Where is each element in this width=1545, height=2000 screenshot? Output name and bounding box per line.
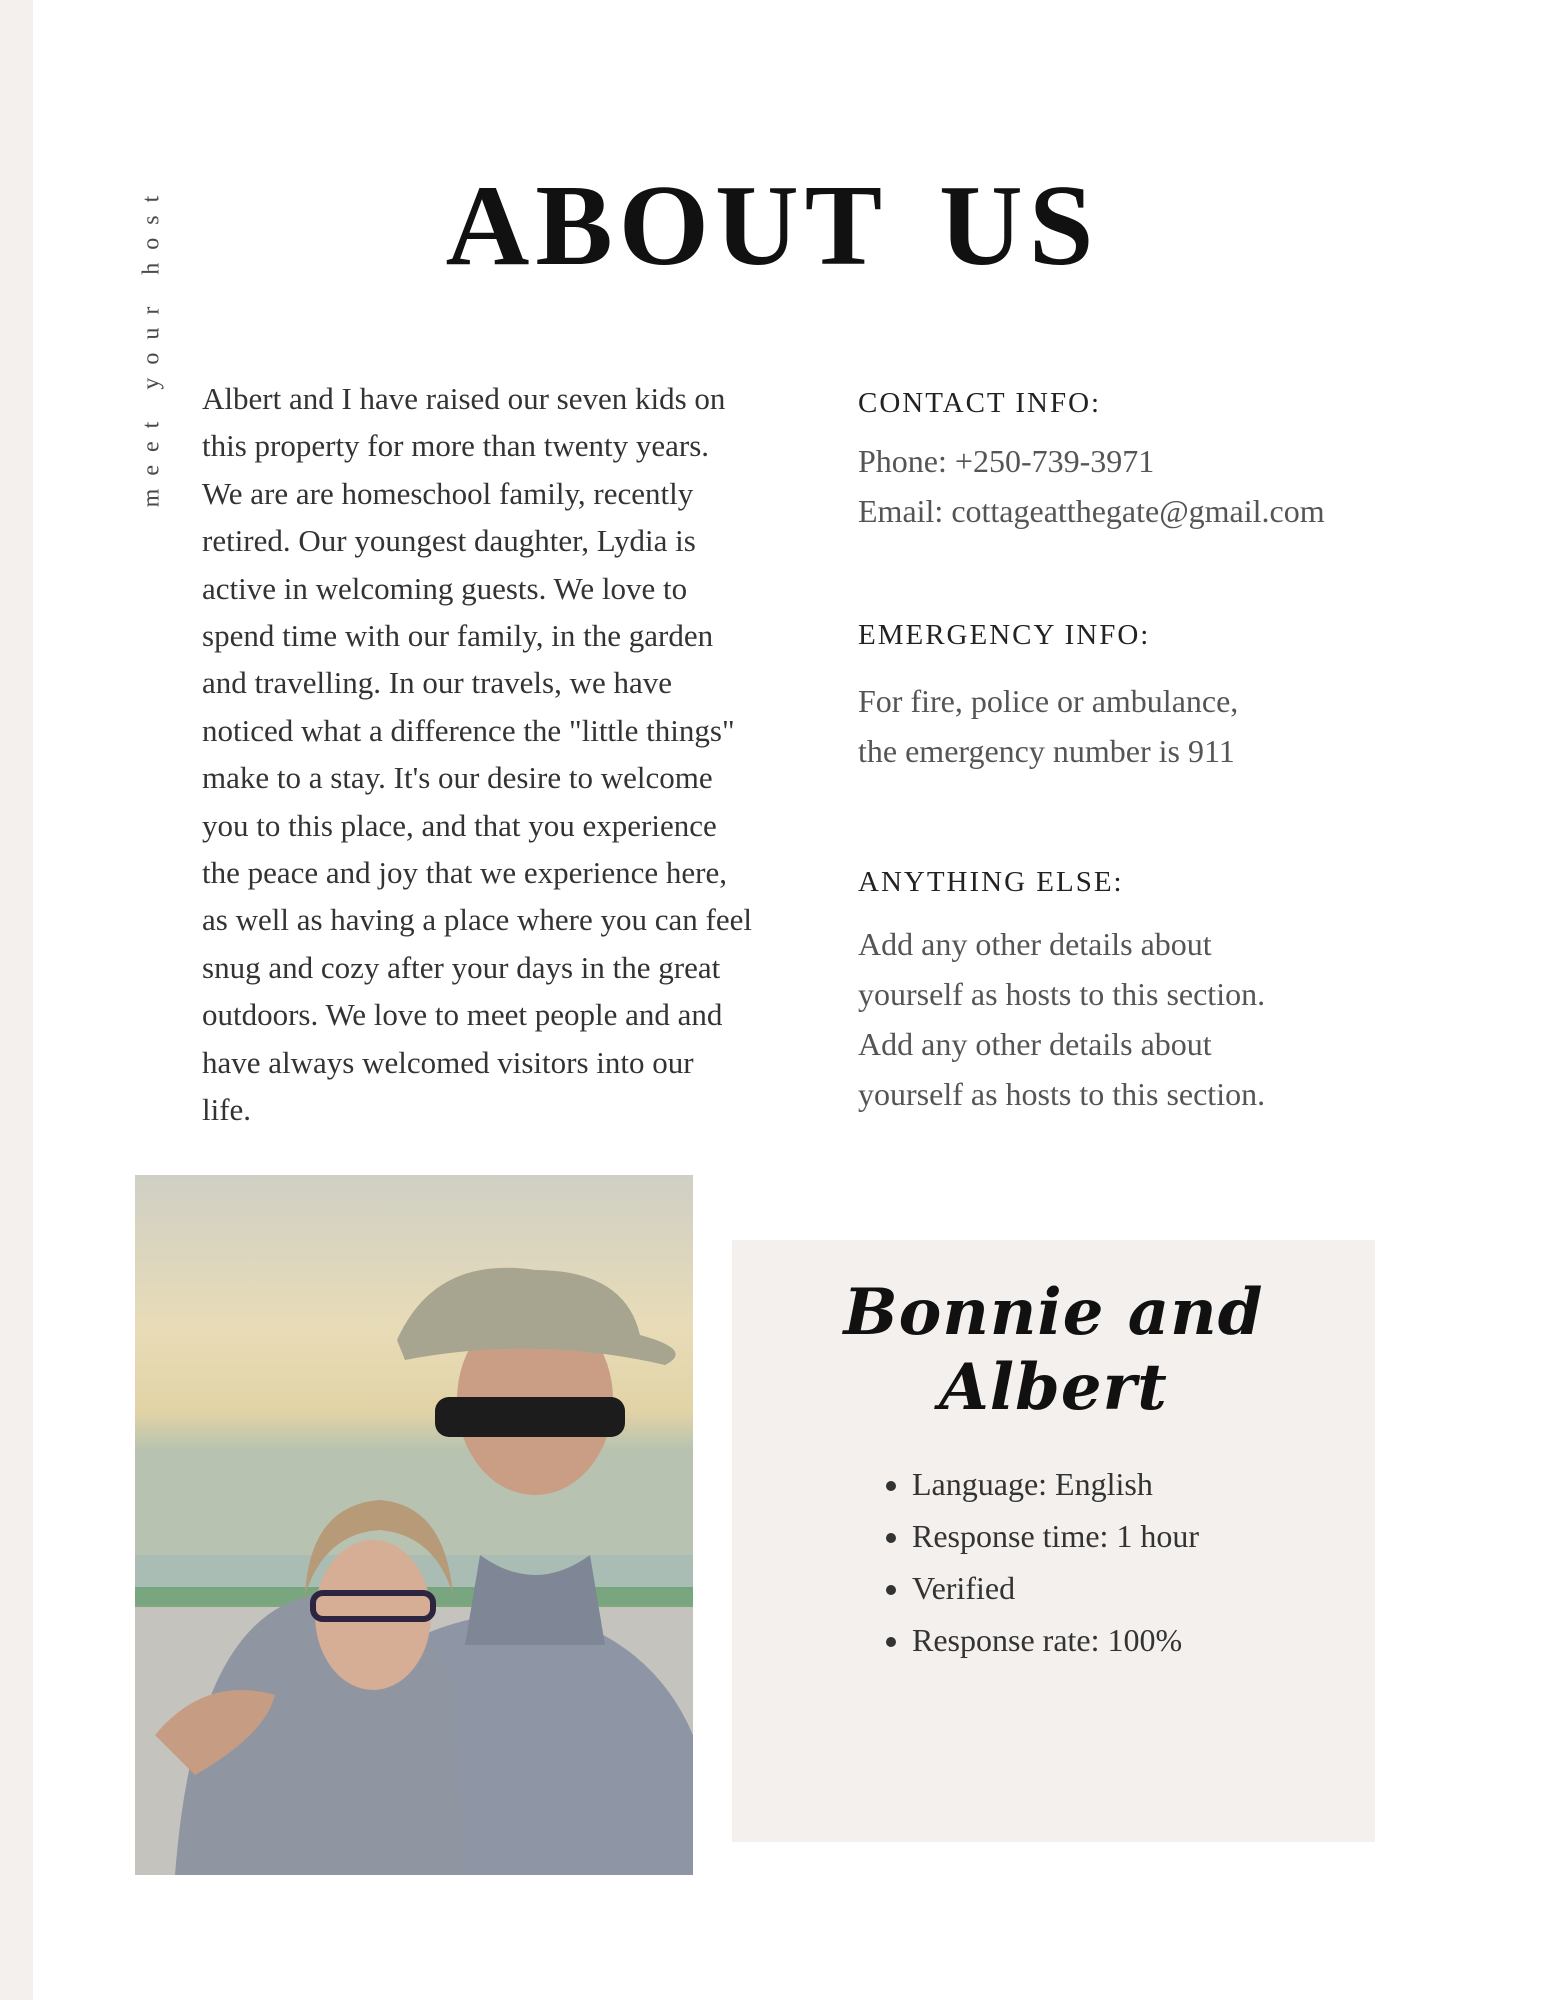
contact-phone: Phone: +250-739-3971 xyxy=(858,443,1155,479)
host-name: Bonnie and Albert xyxy=(843,1275,1264,1425)
bio-line: as well as having a place where you can feel xyxy=(202,902,752,938)
emergency-info-section xyxy=(858,619,1418,776)
emergency-line: the emergency number is 911 xyxy=(858,733,1235,769)
bio-line: have always welcomed visitors into our xyxy=(202,1044,694,1080)
bio-line: spend time with our family, in the garden xyxy=(202,618,714,654)
contact-email: Email: cottageatthegate@gmail.com xyxy=(858,493,1325,529)
host-photo-illustration xyxy=(135,1175,693,1875)
bio-line: noticed what a difference the "little things" xyxy=(202,712,735,748)
anything-else-line: Add any other details about xyxy=(858,1026,1212,1062)
bio-line: active in welcoming guests. We love to xyxy=(202,570,688,606)
contact-heading: CONTACT INFO: xyxy=(858,387,1102,419)
bio-line: Albert and I have raised our seven kids on xyxy=(202,381,726,416)
bio-line: retired. Our youngest daughter, Lydia is xyxy=(202,523,696,559)
anything-else-section xyxy=(858,866,1418,1119)
bio-line: the peace and joy that we experience here, xyxy=(202,855,727,891)
host-photo xyxy=(135,1175,693,1875)
side-label: meet your host xyxy=(138,182,165,508)
bio-line: We are are homeschool family, recently xyxy=(202,475,694,511)
anything-else-line: Add any other details about xyxy=(858,926,1212,962)
bio-line: and travelling. In our travels, we have xyxy=(202,665,672,701)
page-title: ABOUT US xyxy=(445,162,1100,290)
anything-else-heading: ANYTHING ELSE: xyxy=(858,866,1124,898)
bio-line: life. xyxy=(202,1092,252,1128)
bio-line: outdoors. We love to meet people and and xyxy=(202,997,723,1033)
emergency-line: For fire, police or ambulance, xyxy=(858,683,1239,719)
host-fact-response-rate: • Response rate: 100% xyxy=(912,1614,1199,1666)
left-margin-strip xyxy=(0,0,33,2000)
emergency-heading: EMERGENCY INFO: xyxy=(858,619,1151,651)
host-card xyxy=(732,1240,1375,1842)
host-facts-list xyxy=(880,1458,1199,1666)
anything-else-line: yourself as hosts to this section. xyxy=(858,1076,1266,1112)
contact-info-section xyxy=(858,387,1418,536)
bio-line: you to this place, and that you experience xyxy=(202,807,717,843)
host-fact-language: • Language: English xyxy=(912,1458,1199,1510)
host-fact-response-time: • Response time: 1 hour xyxy=(912,1510,1199,1562)
bio-paragraph xyxy=(202,375,802,1134)
host-fact-verified: • Verified xyxy=(912,1562,1199,1614)
bio-line: snug and cozy after your days in the great xyxy=(202,949,721,985)
anything-else-line: yourself as hosts to this section. xyxy=(858,976,1266,1012)
bio-line: this property for more than twenty years. xyxy=(202,428,710,464)
bio-line: make to a stay. It's our desire to welcome xyxy=(202,760,713,796)
